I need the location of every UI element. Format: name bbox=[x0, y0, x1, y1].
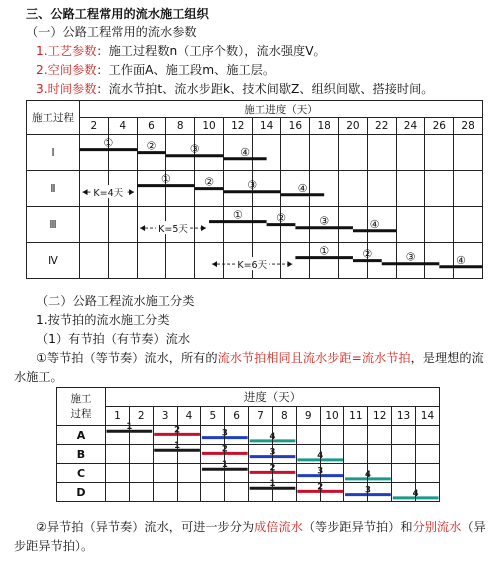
chart2-segment-label: 1 bbox=[221, 460, 228, 471]
varied-rhythm-text-c: （异 bbox=[461, 520, 486, 534]
flow-chart-table-2 bbox=[56, 387, 440, 502]
table1-day: 28 bbox=[454, 118, 483, 135]
table2-row-label: A bbox=[57, 426, 106, 445]
table1-day: 20 bbox=[339, 118, 368, 135]
chart2-segment-label: 4 bbox=[317, 450, 324, 461]
table1-row-label: Ⅳ bbox=[27, 243, 80, 279]
chart1-segment-label: ① bbox=[103, 136, 114, 150]
chart2-segment-label: 1 bbox=[126, 422, 133, 433]
table1-day: 10 bbox=[195, 118, 224, 135]
table1-day: 26 bbox=[425, 118, 454, 135]
table2-progress-header: 进度（天） bbox=[106, 388, 440, 407]
table1-day: 14 bbox=[252, 118, 281, 135]
table2-day: 10 bbox=[320, 407, 344, 426]
table1-day: 2 bbox=[80, 118, 109, 135]
table1-day: 4 bbox=[108, 118, 137, 135]
chart1-step-arrowhead-right bbox=[129, 189, 134, 195]
chart2-segment-label: 2 bbox=[269, 463, 276, 474]
table1-day: 16 bbox=[281, 118, 310, 135]
chart2-segment-label: 2 bbox=[174, 425, 181, 436]
chart1-segment-label: ② bbox=[146, 139, 157, 153]
table2-day: 13 bbox=[392, 407, 416, 426]
classification-heading: 1.按节拍的流水施工分类 bbox=[36, 313, 170, 327]
chart1-segment-label: ④ bbox=[297, 181, 308, 195]
table2-day: 5 bbox=[201, 407, 225, 426]
chart2-segment-label: 3 bbox=[269, 447, 276, 458]
table2-day: 12 bbox=[368, 407, 392, 426]
param-space-text: ：工作面A、施工段m、施工层。 bbox=[96, 63, 276, 77]
varied-rhythm-text-a: ②异节拍（异节奏）流水，可进一步分为 bbox=[36, 520, 255, 534]
table1-row-label: Ⅱ bbox=[27, 171, 80, 207]
chart2-segment-label: 2 bbox=[317, 482, 324, 493]
table2-day: 1 bbox=[106, 407, 130, 426]
table1-day: 22 bbox=[367, 118, 396, 135]
equal-rhythm-paragraph-end: 水施工。 bbox=[14, 370, 63, 384]
table2-corner-bottom: 过程 bbox=[70, 407, 92, 420]
chart1-segment-label: ③ bbox=[247, 178, 258, 192]
table2-day: 9 bbox=[296, 407, 320, 426]
chart1-segment-label: ② bbox=[276, 211, 286, 225]
param-time-label: 3.时间参数 bbox=[36, 82, 97, 96]
chart2-segment-label: 4 bbox=[412, 488, 419, 499]
table1-day: 24 bbox=[396, 118, 425, 135]
chart1-segment-label: ② bbox=[362, 247, 373, 261]
table2-day: 3 bbox=[153, 407, 177, 426]
equal-rhythm-highlight: 流水节拍相同且流水步距=流水节拍 bbox=[217, 351, 411, 365]
varied-rhythm-paragraph bbox=[36, 518, 486, 536]
chart2-segment-label: 3 bbox=[317, 466, 324, 477]
chart1-step-arrowhead-left bbox=[83, 189, 88, 195]
chart1-segment-label: ④ bbox=[455, 253, 466, 267]
chart2-segment-label: 1 bbox=[269, 479, 276, 490]
chart1-segment-label: ② bbox=[204, 175, 214, 189]
chart1-step-label: K=5天 bbox=[158, 224, 188, 236]
table2-row-label: D bbox=[57, 483, 106, 502]
chart1-segment-label: ① bbox=[160, 172, 171, 186]
chart2-segment-label: 3 bbox=[221, 428, 228, 439]
chart1-segment-label: ③ bbox=[189, 142, 200, 156]
param-process-label: 1.工艺参数 bbox=[36, 44, 97, 58]
table2-day: 7 bbox=[249, 407, 273, 426]
table2-day: 14 bbox=[415, 407, 439, 426]
equal-rhythm-text-b: ，是理想的流 bbox=[410, 351, 484, 365]
table1-row-label: Ⅲ bbox=[27, 207, 80, 243]
table1-corner: 施工过程 bbox=[27, 101, 80, 135]
chart1-step-arrowhead-left bbox=[140, 225, 145, 231]
table1-row-label: Ⅰ bbox=[27, 135, 80, 171]
chart1-step-arrowhead-right bbox=[201, 225, 206, 231]
chart1-segment-label: ③ bbox=[405, 250, 416, 264]
table2-corner-top: 施工 bbox=[70, 392, 92, 405]
chart1-segment-label: ① bbox=[232, 208, 243, 222]
table2-day: 4 bbox=[177, 407, 201, 426]
param-space-label: 2.空间参数 bbox=[36, 63, 97, 77]
rhythmic-flow-heading: （1）有节拍（有节奏）流水 bbox=[36, 332, 191, 346]
varied-rhythm-paragraph-end: 步距异节拍）。 bbox=[14, 539, 94, 553]
param-process-text: ：施工过程数n（工序个数），流水强度V。 bbox=[96, 44, 326, 58]
table2-day: 6 bbox=[225, 407, 249, 426]
chart2-segment-label: 4 bbox=[364, 469, 371, 480]
chart1-segment-label: ④ bbox=[240, 145, 250, 159]
equal-rhythm-paragraph bbox=[36, 349, 484, 367]
chart1-step-label: K=4天 bbox=[93, 188, 124, 200]
table1-day: 18 bbox=[310, 118, 339, 135]
table2-row-label: C bbox=[57, 464, 106, 483]
separate-flow-highlight: 分别流水 bbox=[412, 520, 462, 534]
table1-day: 8 bbox=[166, 118, 195, 135]
subsection-heading-2: （二）公路工程流水施工分类 bbox=[36, 294, 195, 308]
subsection-heading-1: （一）公路工程常用的流水参数 bbox=[26, 25, 197, 39]
table2-day: 11 bbox=[344, 407, 368, 426]
table2-day: 8 bbox=[272, 407, 296, 426]
table2-corner bbox=[57, 388, 106, 426]
chart1-segment-label: ① bbox=[319, 244, 330, 258]
param-time-text: ：流水节拍t、流水步距k、技术间歇Z、组织间歇、搭接时间。 bbox=[96, 82, 434, 96]
table2-day: 2 bbox=[129, 407, 153, 426]
section-heading: 三、公路工程常用的流水施工组织 bbox=[26, 7, 209, 21]
chart2-segment-label: 2 bbox=[221, 444, 228, 455]
chart1-step-arrowhead-left bbox=[212, 261, 217, 267]
chart1-segment-label: ④ bbox=[369, 217, 380, 231]
table1-progress-header: 施工进度（天） bbox=[80, 101, 483, 118]
chart1-segment-label: ③ bbox=[319, 214, 330, 228]
chart2-segment-label: 4 bbox=[269, 431, 276, 442]
table2-row-label: B bbox=[57, 445, 106, 464]
equal-rhythm-text-a: ①等节拍（等节奏）流水，所有的 bbox=[36, 351, 218, 365]
multiple-flow-highlight: 成倍流水 bbox=[254, 520, 303, 534]
chart2-segment-label: 1 bbox=[174, 441, 181, 452]
chart1-step-arrowhead-right bbox=[287, 261, 292, 267]
chart2-segment-label: 3 bbox=[364, 485, 371, 496]
table1-day: 6 bbox=[137, 118, 166, 135]
varied-rhythm-text-b: （等步距异节拍）和 bbox=[302, 520, 413, 534]
chart1-step-label: K=6天 bbox=[237, 260, 268, 272]
table1-day: 12 bbox=[223, 118, 252, 135]
